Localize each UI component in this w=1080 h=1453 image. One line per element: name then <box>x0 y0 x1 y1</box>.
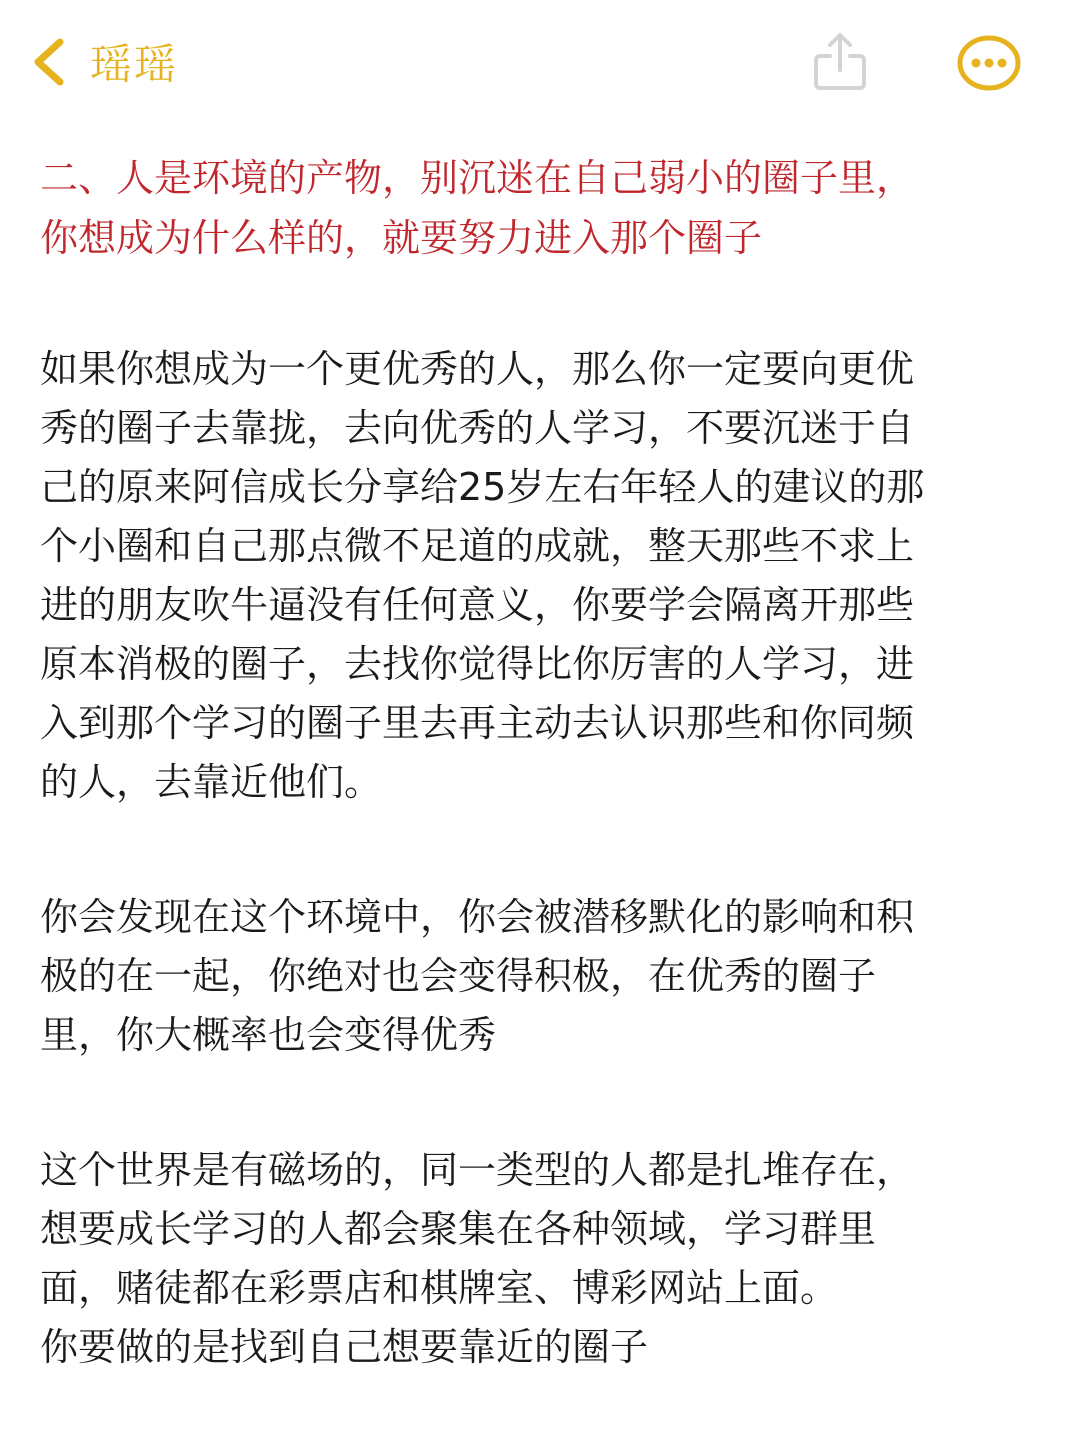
heading-line: 二、人是环境的产物，别沉迷在自己弱小的圈子里， <box>40 156 915 200</box>
paragraph <box>40 888 1025 1065</box>
paragraph-line: 个小圈和自己那点微不足道的成就，整天那些不求上 <box>40 524 915 568</box>
paragraph-line: 的人，去靠近他们。 <box>40 760 383 804</box>
heading-line: 你想成为什么样的，就要努力进入那个圈子 <box>40 216 763 260</box>
more-options-button[interactable] <box>956 34 1022 92</box>
author-name: 瑶瑶 <box>90 40 179 89</box>
note-content <box>40 148 1025 1453</box>
paragraph-line: 极的在一起，你绝对也会变得积极，在优秀的圈子 <box>40 954 877 998</box>
paragraph-line: 原本消极的圈子，去找你觉得比你厉害的人学习，进 <box>40 642 915 686</box>
paragraph-line: 己的原来阿信成长分享给25岁左右年轻人的建议的那 <box>40 465 925 509</box>
paragraph-line: 入到那个学习的圈子里去再主动去认识那些和你同频 <box>40 701 915 745</box>
back-button[interactable] <box>28 30 178 94</box>
paragraph-line: 秀的圈子去靠拢，去向优秀的人学习，不要沉迷于自 <box>40 406 915 450</box>
paragraph-line: 想要成长学习的人都会聚集在各种领域，学习群里 <box>40 1207 877 1251</box>
share-icon <box>808 79 872 98</box>
paragraph <box>40 1141 1025 1377</box>
paragraph-line: 如果你想成为一个更优秀的人，那么你一定要向更优 <box>40 347 915 391</box>
navigation-bar <box>0 0 1080 130</box>
paragraph-line: 这个世界是有磁场的，同一类型的人都是扎堆存在， <box>40 1148 915 1192</box>
more-icon <box>956 77 1022 96</box>
paragraph-line: 进的朋友吹牛逼没有任何意义，你要学会隔离开那些 <box>40 583 915 627</box>
paragraph <box>40 340 1025 812</box>
section-heading <box>40 148 1025 268</box>
paragraph-line: 你会发现在这个环境中，你会被潜移默化的影响和积 <box>40 895 915 939</box>
paragraph-line: 你要做的是找到自己想要靠近的圈子 <box>40 1325 649 1369</box>
paragraph-line: 面，赌徒都在彩票店和棋牌室、博彩网站上面。 <box>40 1266 839 1310</box>
paragraph-line: 里，你大概率也会变得优秀 <box>40 1013 497 1057</box>
share-button[interactable] <box>808 30 872 94</box>
chevron-left-icon <box>28 34 68 90</box>
